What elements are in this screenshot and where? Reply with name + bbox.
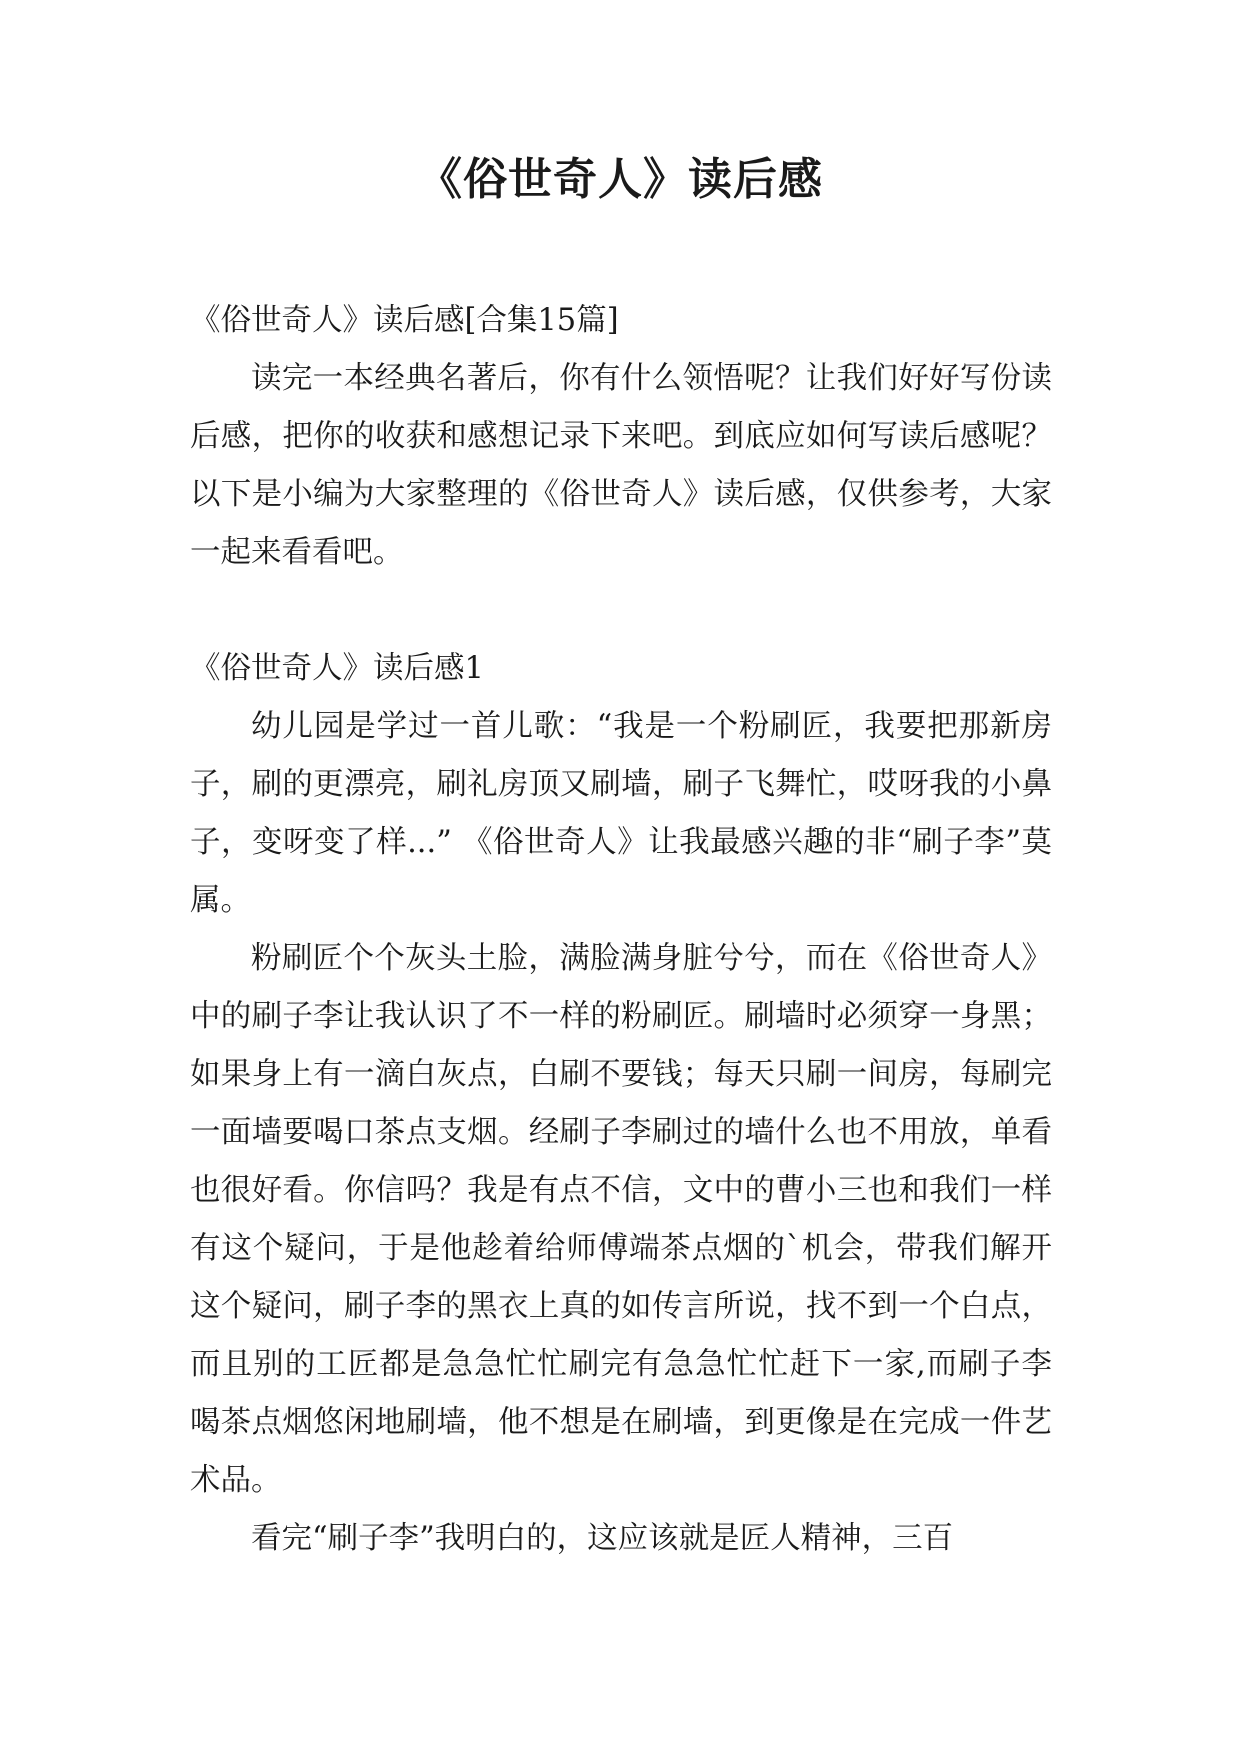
section-heading: 《俗世奇人》读后感1 — [190, 651, 484, 686]
document-title: 《俗世奇人》读后感 — [418, 154, 823, 205]
document-subtitle: 《俗世奇人》读后感[合集15篇] — [190, 303, 619, 338]
body-paragraph-3: 看完“刷子李”我明白的，这应该就是匠人精神，三百 — [251, 1521, 954, 1556]
document-body — [190, 292, 1052, 1568]
body-paragraph-2: 粉刷匠个个灰头土脸，满脸满身脏兮兮，而在《俗世奇人》中的刷子李让我认识了不一样的粉刷匠。刷墙时必须穿一身黑；如果身上有一滴白灰点，白刷不要钱；每天只刷一间房，每刷完一面墙要喝口茶点支烟。经刷子李刷过的墙什么也不用放，单看也很好看。你信吗？我是有点不信，文中的曹小三也和我们一样有这个疑问，于是他趁着给师傅端茶点烟的`机会，带我们解开这个疑问，刷子李的黑衣上真的如传言所说，找不到一个白点，而且别的工匠都是急急忙忙刷完有急急忙忙赶下一家,而刷子李喝茶点烟悠闲地刷墙，他不想是在刷墙，到更像是在完成一件艺术品。 — [190, 941, 1052, 1498]
section-spacer — [190, 582, 1052, 640]
body-paragraph-1: 幼儿园是学过一首儿歌：“我是一个粉刷匠，我要把那新房子，刷的更漂亮，刷礼房顶又刷墙，刷子飞舞忙，哎呀我的小鼻子，变呀变了样...” 《俗世奇人》让我最感兴趣的非“刷子李”莫属。 — [190, 709, 1052, 918]
intro-paragraph: 读完一本经典名著后，你有什么领悟呢？让我们好好写份读后感，把你的收获和感想记录下来吧。到底应如何写读后感呢？以下是小编为大家整理的《俗世奇人》读后感，仅供参考，大家一起来看看吧。 — [190, 361, 1052, 570]
